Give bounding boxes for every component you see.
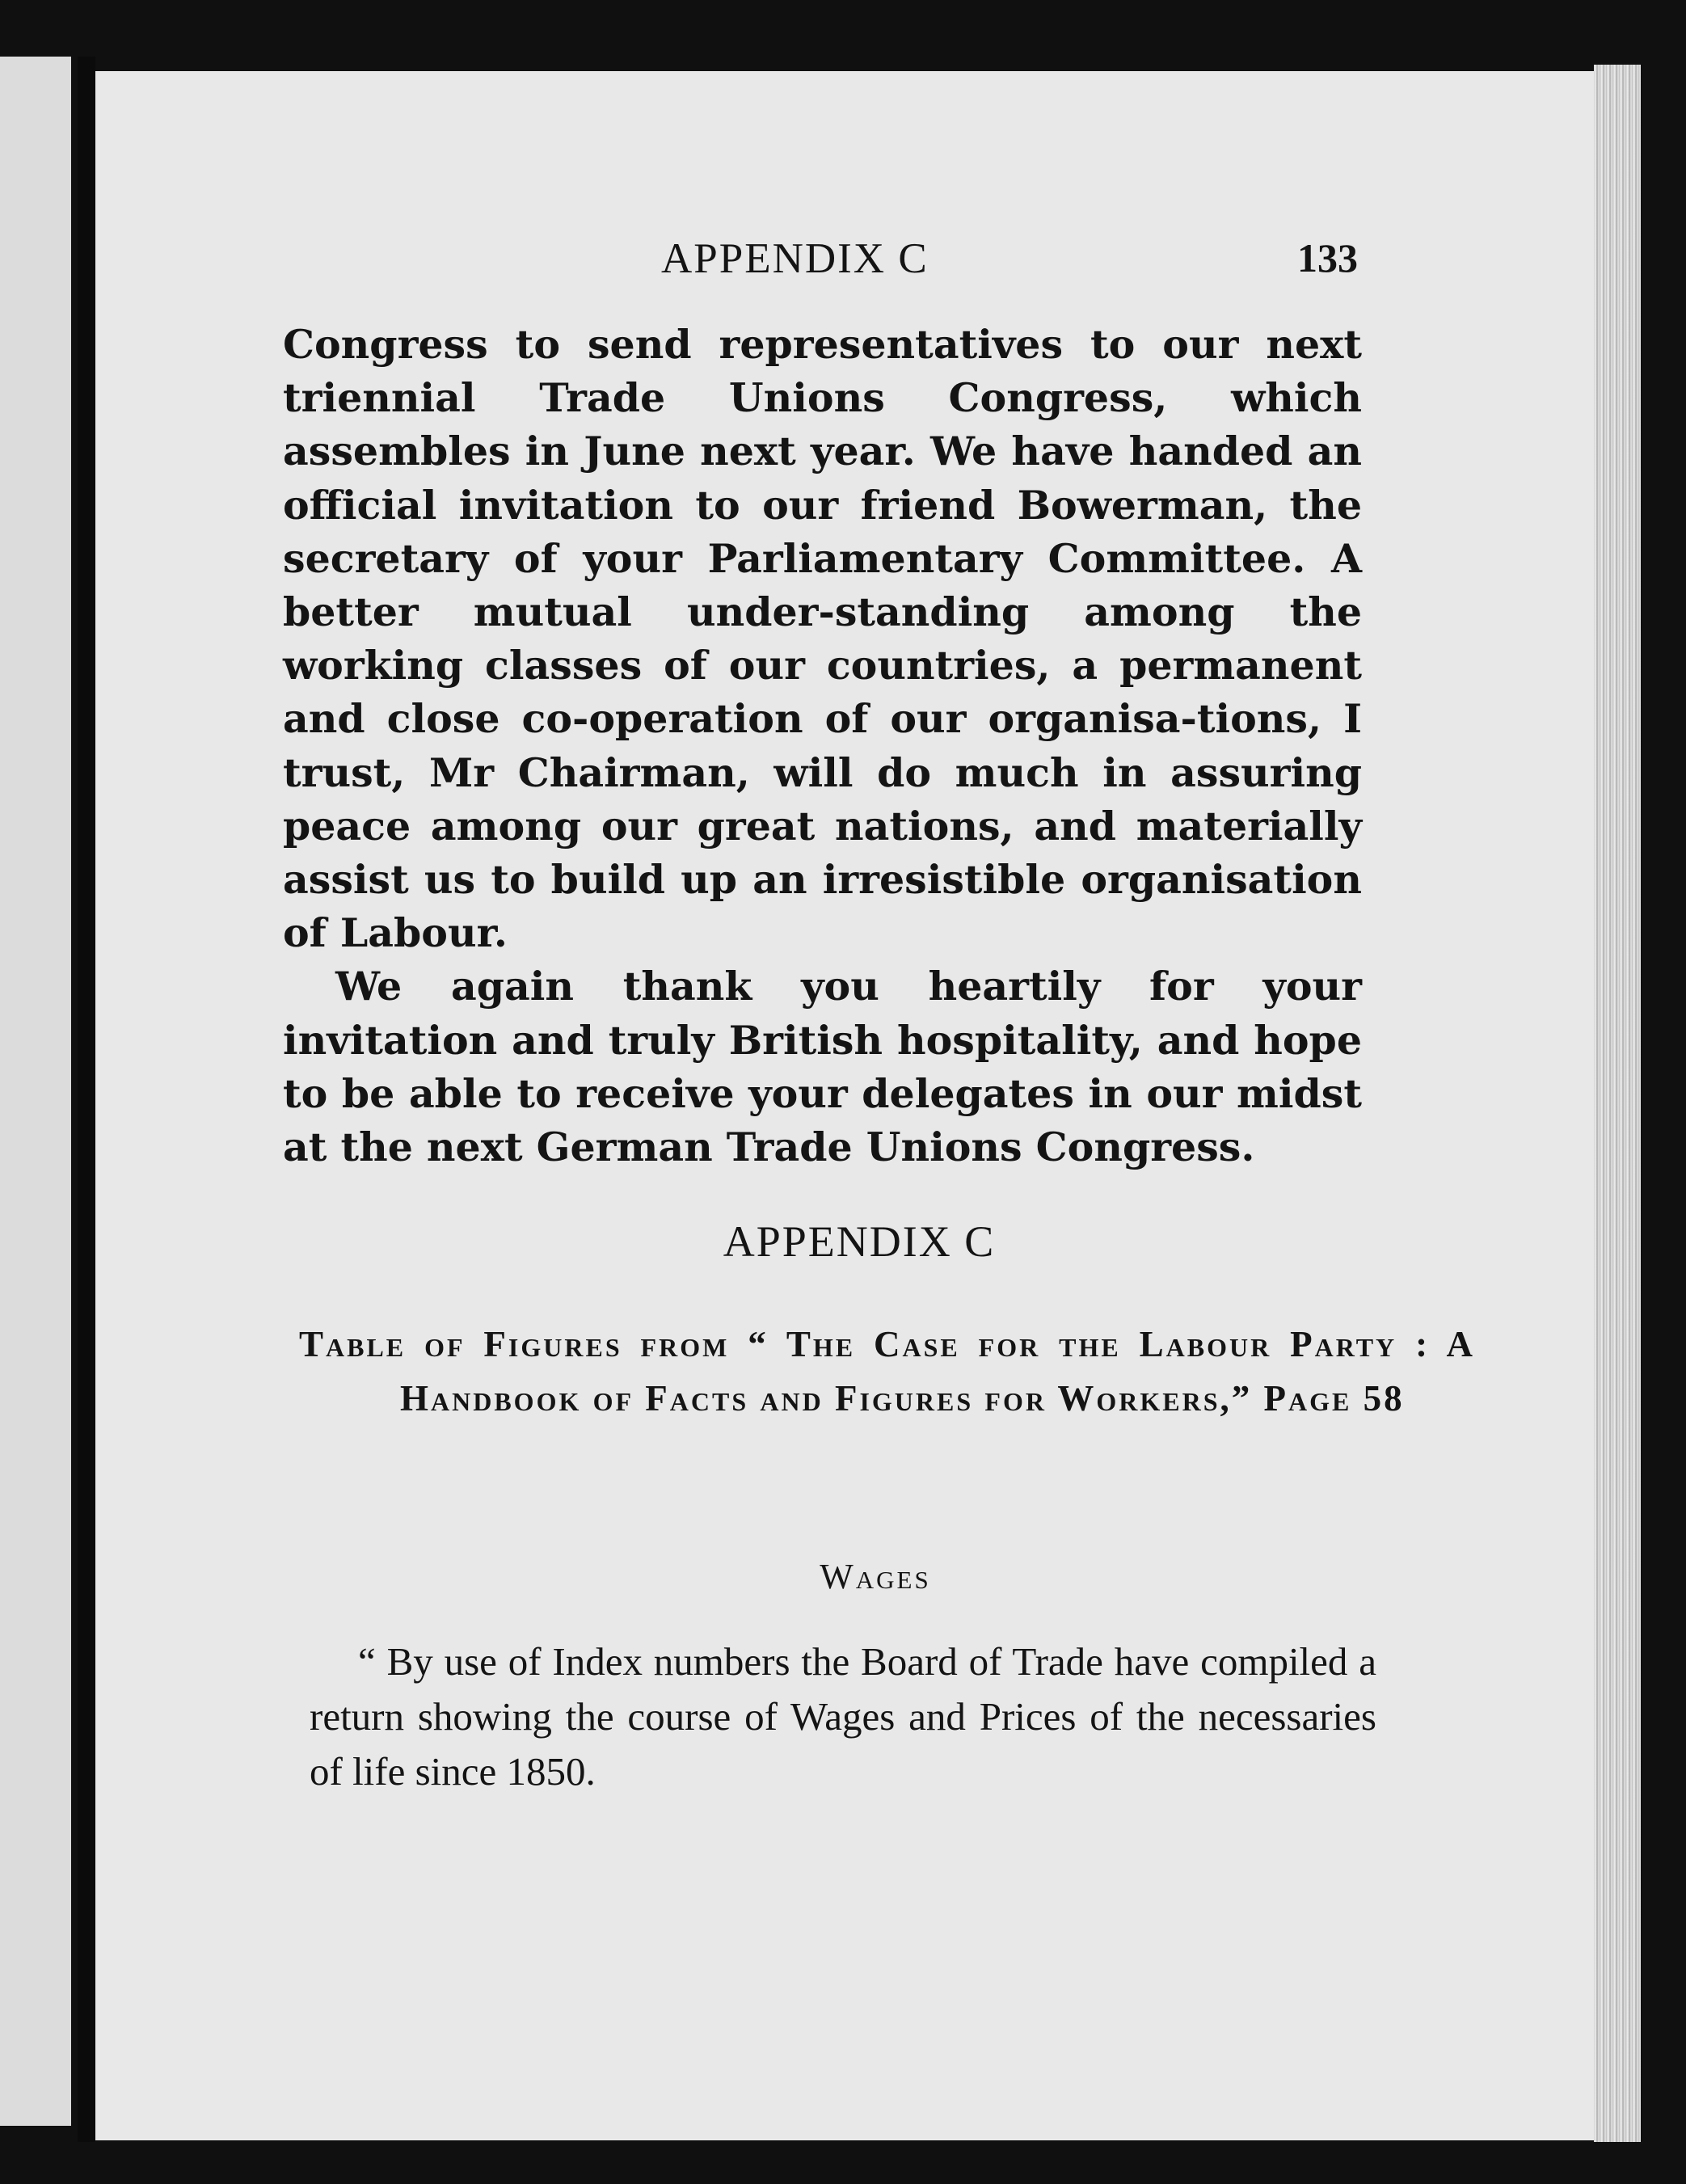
page-stack-edge — [1594, 65, 1641, 2142]
binding-gutter — [78, 57, 95, 2142]
body-text — [283, 318, 1362, 1174]
page-number: 133 — [1297, 235, 1358, 280]
facing-page-edge — [0, 57, 71, 2126]
body-paragraph: Congress to send representatives to our next triennial Trade Unions Congress, which assembles in June next year. We have handed an official invitation to our friend Bowerman, the secretary of your Parliamentary Committee. A better mutual under-standing among the working classes of our countries, a permanent and close co-operation of our organisa-tions, I trust, Mr Chairman, will do much in assuring peace among our great nations, and materially assist us to build up an irresistible organisation of Labour. — [283, 321, 1362, 957]
body-paragraph: We again thank you heartily for your invitation and truly British hospitality, and hope to be able to receive your delegates in our midst at the next German Trade Unions Congress. — [283, 963, 1362, 1171]
running-head — [275, 234, 1358, 291]
appendix-heading: APPENDIX C — [723, 1217, 996, 1266]
running-head-title: APPENDIX C — [661, 235, 929, 282]
quoted-paragraph: “ By use of Index numbers the Board of Trade have compiled a return showing the course of Wages and Prices of the necessaries of life since 1850. — [310, 1639, 1376, 1794]
wages-subheading: Wages — [820, 1557, 931, 1596]
table-title: Table of Figures from “ The Case for the Labour Party : A Handbook of Facts and Figures for Workers,” Page 58 — [299, 1324, 1475, 1419]
